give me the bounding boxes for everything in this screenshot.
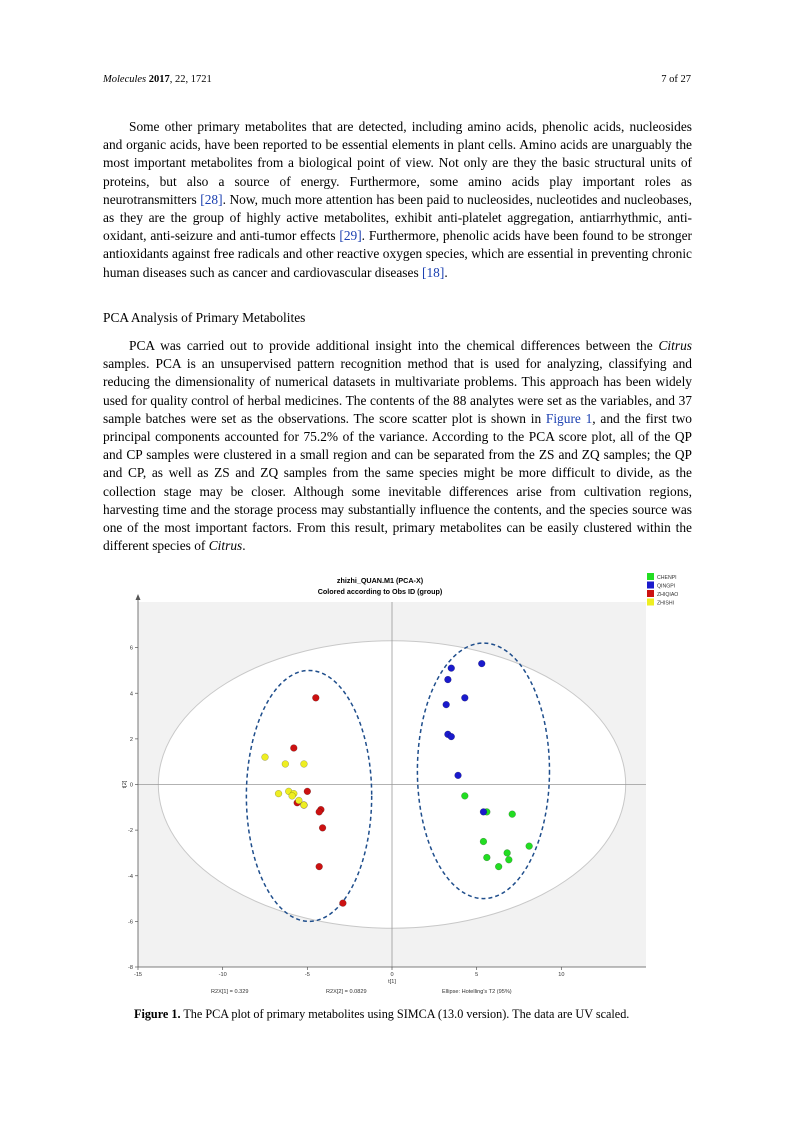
point-zhiqiao xyxy=(319,824,326,831)
figure-1 xyxy=(108,570,688,1000)
point-zhiqiao xyxy=(304,788,311,795)
y-tick-label: -6 xyxy=(128,919,133,926)
figure-1-link[interactable]: Figure 1 xyxy=(545,410,593,426)
x-tick-label: 0 xyxy=(390,972,394,978)
x-tick-label: -10 xyxy=(218,972,227,978)
legend-swatch-chenpi xyxy=(647,573,654,580)
point-chenpi xyxy=(526,843,533,850)
point-qingpi xyxy=(448,733,455,740)
point-chenpi xyxy=(495,863,502,870)
legend-swatch-zhishi xyxy=(647,599,654,606)
y-axis-arrow xyxy=(136,594,141,600)
legend-label-qingpi: QINGPI xyxy=(657,583,676,590)
journal-name: Molecules xyxy=(103,74,147,85)
y-tick-label: -2 xyxy=(128,828,133,835)
paragraph-2 xyxy=(103,337,692,555)
y-axis-label: t[2] xyxy=(122,780,128,789)
point-chenpi xyxy=(505,856,512,863)
footer-ellipse: Ellipse: Hotelling's T2 (95%) xyxy=(442,989,512,995)
para2-text-a: PCA was carried out to provide additional insight into the chemical differences between the xyxy=(129,338,659,353)
y-tick-label: 2 xyxy=(129,736,133,743)
point-zhishi xyxy=(282,761,289,768)
chart-legend xyxy=(647,573,678,607)
x-tick-label: -15 xyxy=(133,972,143,978)
point-zhishi xyxy=(289,793,296,800)
y-tick-label: 6 xyxy=(129,645,133,652)
point-zhiqiao xyxy=(290,745,297,752)
point-qingpi xyxy=(455,772,462,779)
point-qingpi xyxy=(478,660,485,667)
x-tick-label: 10 xyxy=(558,972,565,978)
italic-citrus: Citrus xyxy=(658,338,692,353)
para1-text-c: . Furthermore, phenolic acids have been found to be stronger antioxidants against free radicals and other reactive oxygen species, which are essential in preventing chronic human diseases such as cancer and cardiovascular diseases xyxy=(103,228,692,280)
para2-text-c: , and the first two principal components accounted for 75.2% of the variance. According to the PCA score plot, all of the QP and CP samples were clustered in a small region and can be separated from the ZS and ZQ samples; the QP and CP, as well as ZS and ZQ samples from the same species might be more difficult to divide, as the collection stage may be closer. Although some inevitable differences arise from cultivation regions, harvesting time and the storage process may substantially influence the contents, and the species source was one of the most important factors. From this result, primary metabolites can be easily clustered within the different species of xyxy=(103,410,692,554)
point-zhiqiao xyxy=(339,900,346,907)
legend-label-chenpi: CHENPI xyxy=(657,575,677,581)
point-zhishi xyxy=(262,754,269,761)
point-chenpi xyxy=(483,854,490,861)
point-qingpi xyxy=(448,665,455,672)
y-tick-label: 4 xyxy=(129,691,133,698)
chart-subtitle: Colored according to Obs ID (group) xyxy=(317,587,443,596)
paragraph-1 xyxy=(103,118,692,282)
point-qingpi xyxy=(443,701,450,708)
caption-text: The PCA plot of primary metabolites using SIMCA (13.0 version). The data are UV scaled. xyxy=(180,1007,630,1021)
y-tick-label: 0 xyxy=(129,782,133,789)
running-header xyxy=(103,74,212,85)
journal-volume: , 22, 1721 xyxy=(169,74,212,85)
x-axis-label: t[1] xyxy=(388,979,396,985)
y-tick-label: -8 xyxy=(128,965,133,971)
legend-label-zhiqiao: ZHIQIAO xyxy=(657,592,679,598)
x-tick-label: 5 xyxy=(475,972,479,978)
point-zhiqiao xyxy=(316,863,323,870)
legend-swatch-zhiqiao xyxy=(647,590,654,597)
caption-label: Figure 1. xyxy=(134,1007,181,1021)
footer-r2x2: R2X[2] = 0.0829 xyxy=(326,989,367,995)
point-chenpi xyxy=(461,793,468,800)
chart-title: zhizhi_QUAN.M1 (PCA-X) xyxy=(336,576,424,585)
point-zhishi xyxy=(301,802,308,809)
footer-r2x1: R2X[1] = 0.329 xyxy=(211,989,249,995)
point-zhishi xyxy=(301,761,308,768)
legend-label-zhishi: ZHISHI xyxy=(657,600,675,607)
section-title: PCA Analysis of Primary Metabolites xyxy=(103,310,306,325)
citation-28[interactable]: [28] xyxy=(200,191,223,207)
point-chenpi xyxy=(509,811,516,818)
point-zhishi xyxy=(275,790,282,797)
pca-score-plot xyxy=(108,570,688,1000)
page-number: 7 of 27 xyxy=(661,74,691,85)
para2-text-d: . xyxy=(242,538,246,554)
x-tick-label: -5 xyxy=(304,972,310,978)
legend-swatch-qingpi xyxy=(647,582,654,589)
figure-caption xyxy=(134,1007,694,1022)
point-qingpi xyxy=(480,808,487,815)
journal-year: 2017 xyxy=(148,74,170,85)
para1-text-a: Some other primary metabolites that are detected, including amino acids, phenolic acids, nucleosides and organic acids, have been reported to be essential elements in plant cells. Amino acids are unarguably the most important metabolites from a biological point of view. Not only are they the basic structural units of proteins, but also a source of energy. Furthermore, some amino acids play important roles as neurotransmitters xyxy=(103,119,692,207)
y-tick-label: -4 xyxy=(128,873,133,880)
para1-text-b: . Now, much more attention has been paid to nucleosides, nucleotides and nucleobases, as they are the group of highly active metabolites, exhibit anti-platelet aggregation, antiarrhythmic, anti-oxidant, anti-seizure and anti-tumor effects xyxy=(103,191,692,244)
plot-area xyxy=(122,594,646,985)
point-qingpi xyxy=(444,676,451,683)
italic-citrus-2: Citrus xyxy=(208,538,243,554)
citation-29[interactable]: [29] xyxy=(339,228,362,244)
point-zhiqiao xyxy=(316,808,323,815)
point-chenpi xyxy=(504,850,511,857)
para2-text-b: samples. PCA is an unsupervised pattern recognition method that is used for analyzing, classifying and reducing the dimensionality of numerical datasets in multivariate problems. This approach has been widely used for quality control of herbal medicines. The contents of the 88 analytes were set as the variables, and 37 sample batches were set as the observations. The score scatter plot is shown in xyxy=(103,356,692,426)
point-chenpi xyxy=(480,838,487,845)
point-zhiqiao xyxy=(312,694,319,701)
citation-18[interactable]: [18] xyxy=(422,264,445,280)
para1-text-d: . xyxy=(444,264,448,280)
point-qingpi xyxy=(461,694,468,701)
